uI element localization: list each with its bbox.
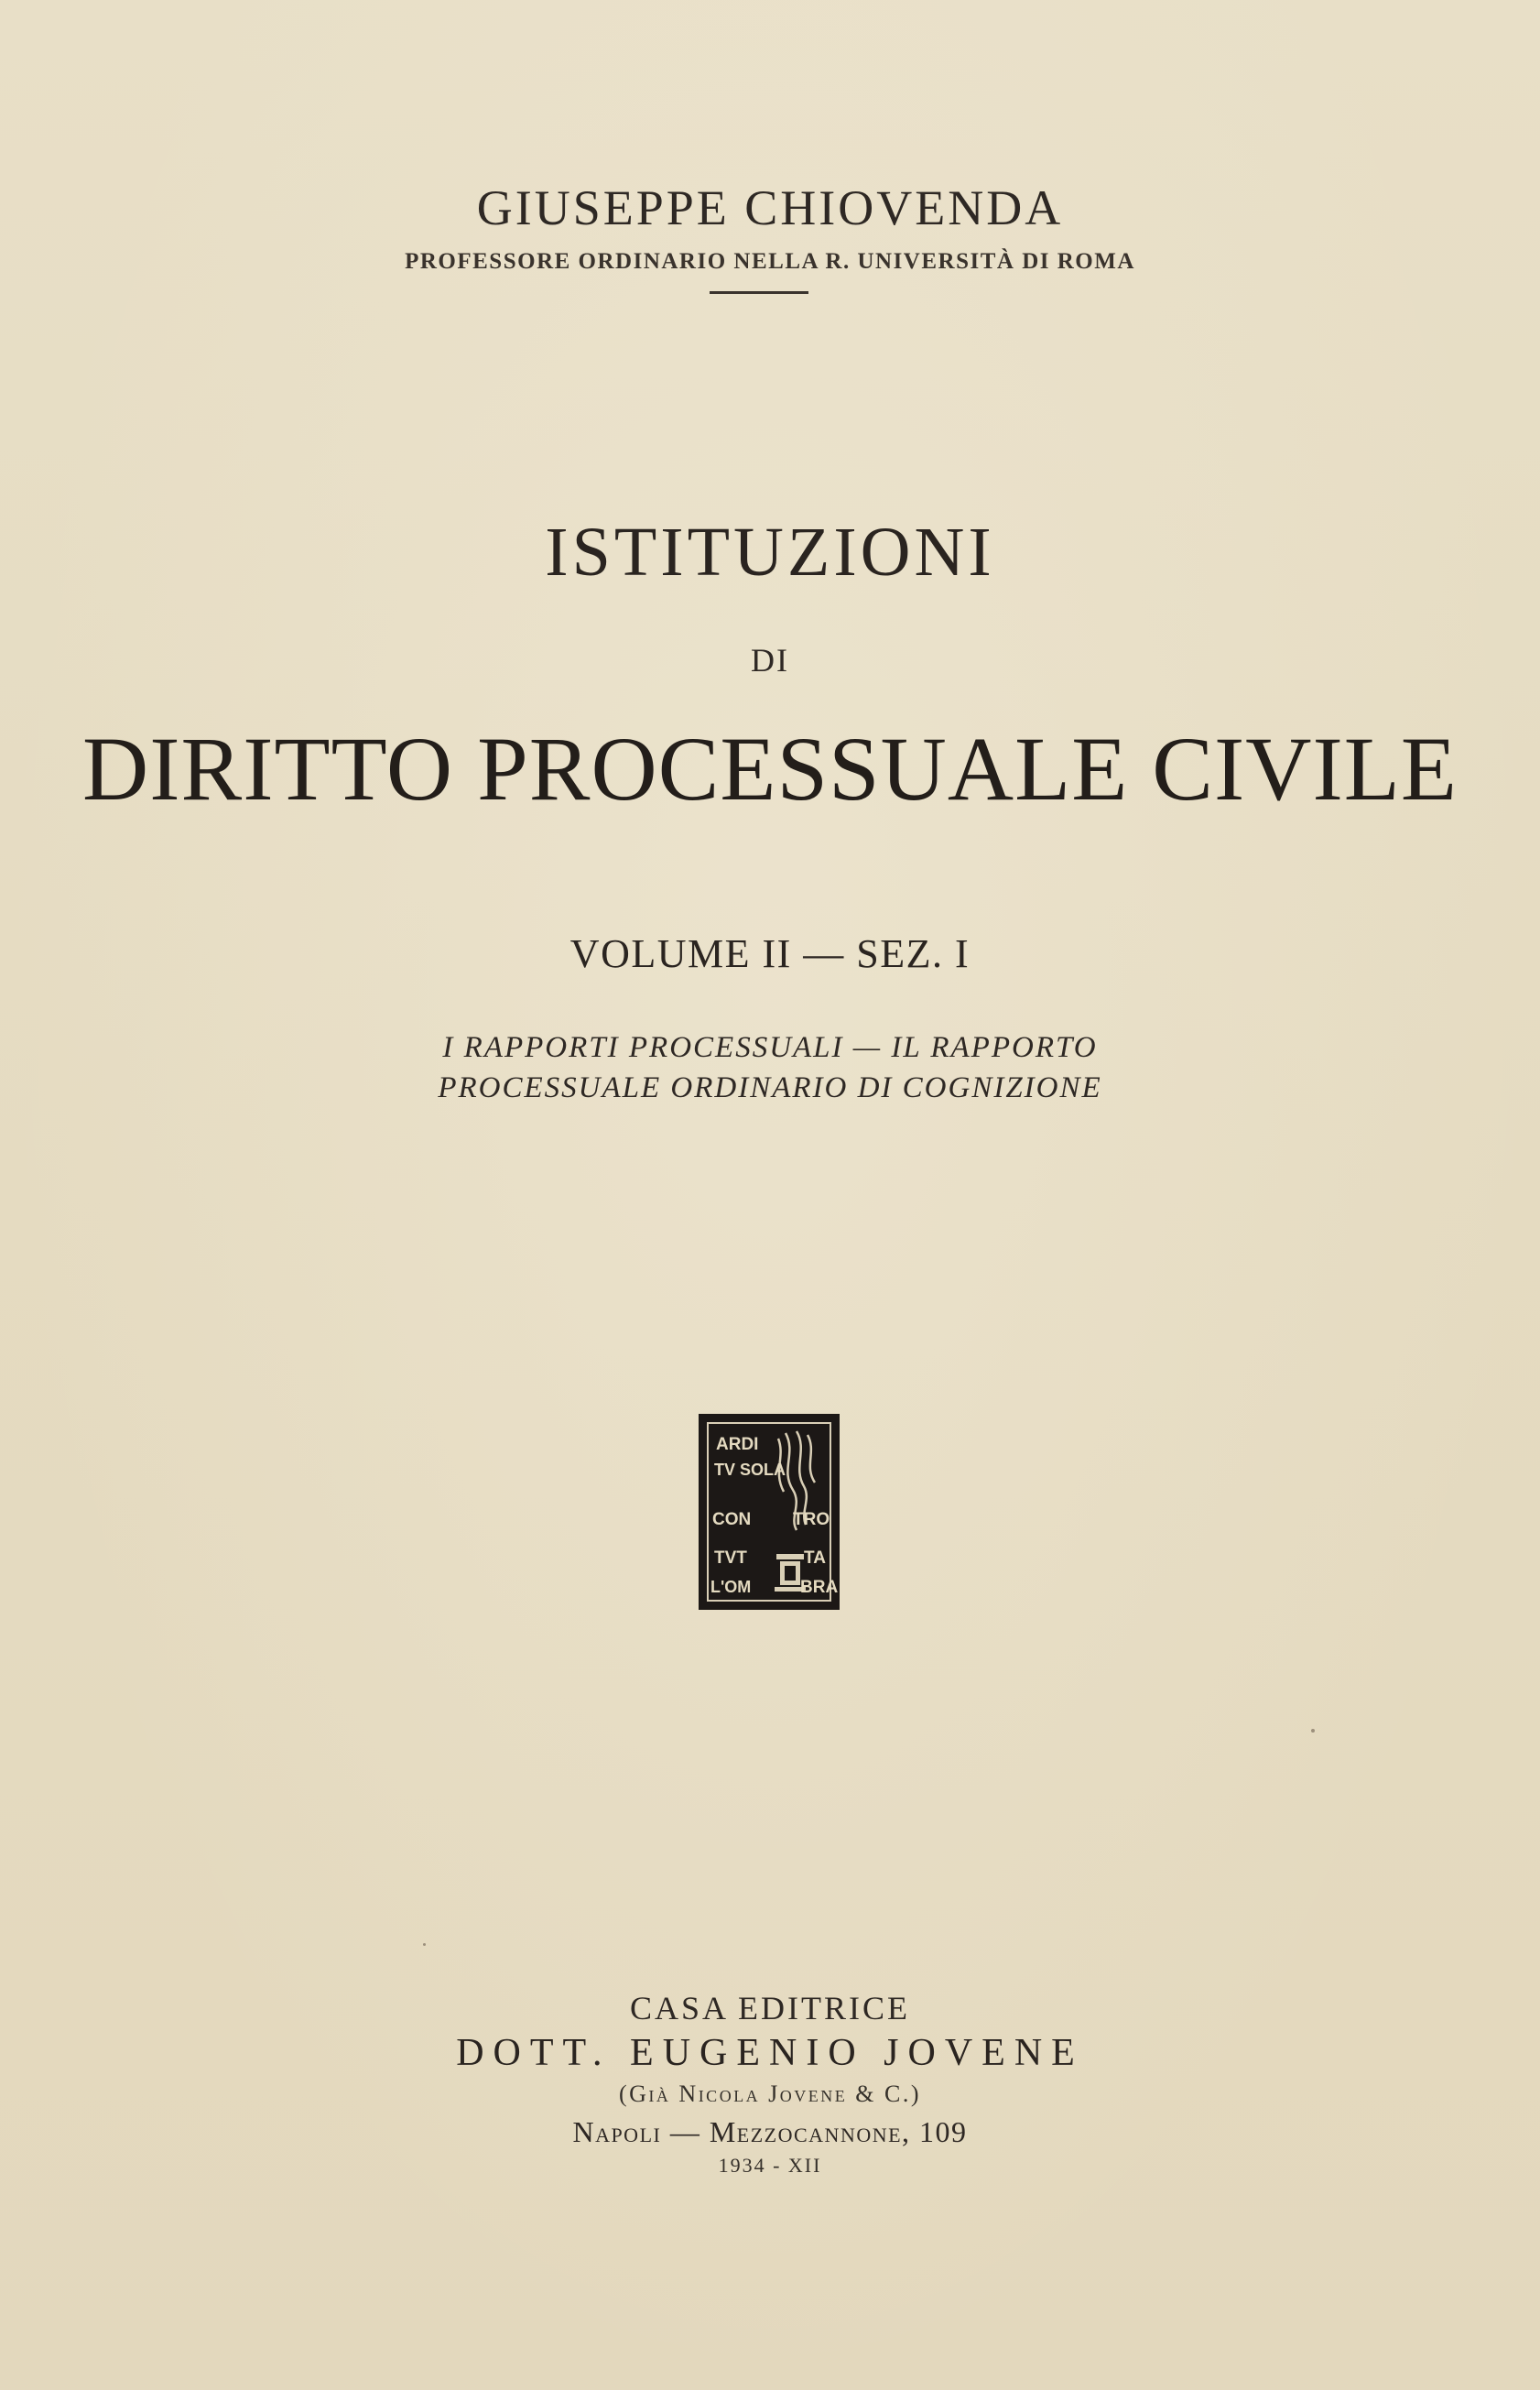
- title-line-2: DI: [751, 642, 789, 679]
- publisher-name: DOTT. EUGENIO JOVENE: [456, 2032, 1084, 2074]
- emblem-motto-8: BRA: [800, 1578, 839, 1597]
- emblem-motto-7: L'OM: [710, 1578, 752, 1596]
- emblem-motto-5: TVT: [714, 1548, 747, 1568]
- title-line-3: DIRITTO PROCESSUALE CIVILE: [82, 718, 1458, 820]
- emblem-motto-4: TRO: [793, 1510, 830, 1529]
- emblem-motto-2: TV SOLA: [714, 1461, 786, 1479]
- paper-speck: [1311, 1729, 1315, 1733]
- publisher-former-name: (Già Nicola Jovene & C.): [618, 2080, 922, 2107]
- emblem-motto-3: CON: [712, 1510, 752, 1529]
- publisher-address: Napoli — Mezzocannone, 109: [572, 2115, 968, 2148]
- author-name: GIUSEPPE CHIOVENDA: [476, 180, 1064, 235]
- subtitle-line-1: I RAPPORTI PROCESSUALI — IL RAPPORTO: [442, 1031, 1098, 1064]
- title-line-1: ISTITUZIONI: [545, 514, 995, 591]
- emblem-motto-1: ARDI: [716, 1435, 759, 1454]
- emblem-motto-6: TA: [804, 1548, 826, 1568]
- publisher-label: CASA EDITRICE: [629, 1990, 910, 2026]
- author-affiliation: PROFESSORE ORDINARIO NELLA R. UNIVERSITÀ DI ROMA: [405, 249, 1135, 274]
- publication-year: 1934 - XII: [718, 2154, 822, 2177]
- publisher-emblem: [699, 1414, 840, 1610]
- paper-speck: [423, 1943, 426, 1946]
- emblem-graphic: [701, 1417, 842, 1613]
- divider-rule: [710, 291, 808, 294]
- volume-label: VOLUME II — SEZ. I: [569, 931, 971, 976]
- subtitle-line-2: PROCESSUALE ORDINARIO DI COGNIZIONE: [438, 1071, 1102, 1104]
